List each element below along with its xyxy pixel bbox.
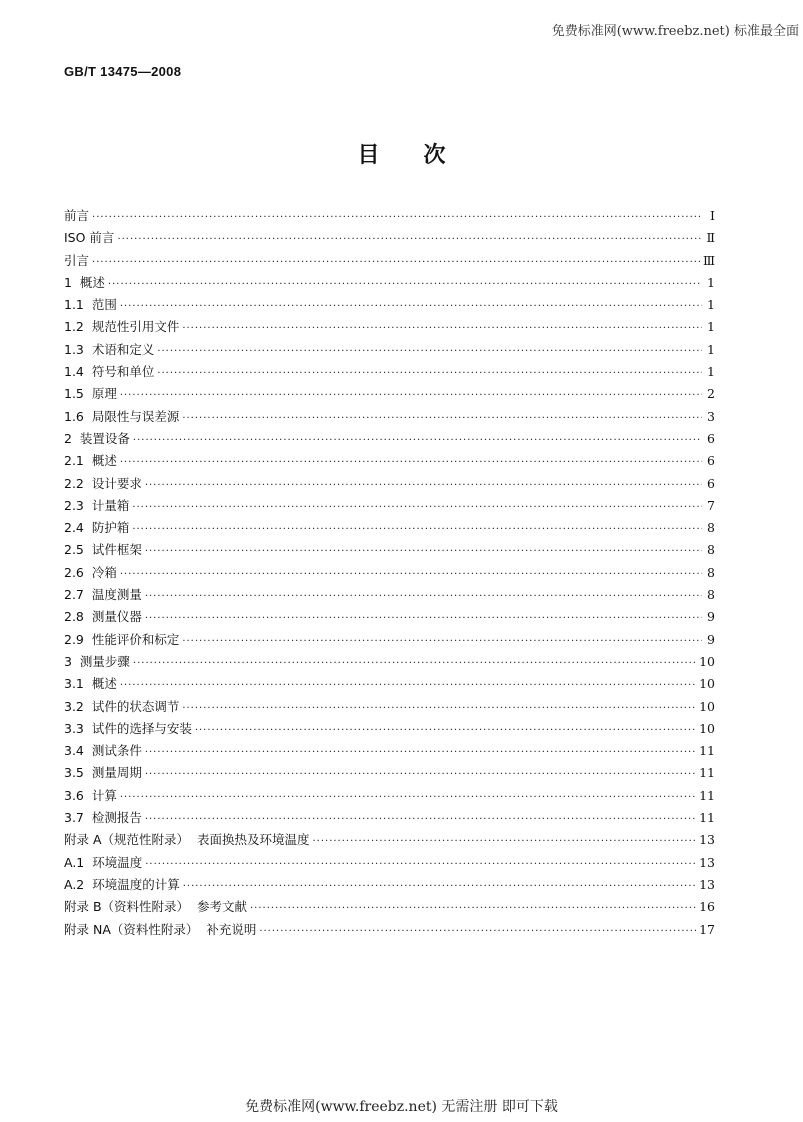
toc-entry[interactable] [64, 406, 715, 428]
toc-entry[interactable] [64, 517, 715, 539]
toc-entry-page: 13 [699, 876, 715, 892]
toc-entry-page: 6 [707, 475, 715, 491]
toc-entry-page: Ⅲ [702, 252, 715, 268]
standard-code: GB/T 13475—2008 [64, 64, 182, 79]
toc-entry[interactable] [64, 852, 715, 874]
toc-entry-label: 1.4 符号和单位 [64, 364, 155, 380]
toc-entry-label: 2.5 试件框架 [64, 542, 142, 558]
toc-leader-dots [145, 475, 702, 497]
toc-entry-label: 1.3 术语和定义 [64, 341, 155, 357]
toc-entry-label: 3.6 计算 [64, 787, 117, 803]
toc-leader-dots [157, 363, 702, 385]
toc-entry[interactable] [64, 673, 715, 695]
toc-entry-page: Ⅱ [706, 230, 715, 246]
toc-leader-dots [312, 831, 696, 853]
toc-entry-page: Ⅰ [710, 208, 715, 223]
toc-entry-page: 13 [699, 854, 715, 870]
toc-entry-page: 9 [707, 609, 715, 625]
toc-entry-label: 3.1 概述 [64, 676, 117, 692]
toc-entry-label: 1.5 原理 [64, 386, 117, 402]
toc-entry-page: 11 [699, 810, 715, 826]
toc-entry[interactable] [64, 762, 715, 784]
toc-entry-label: 3.4 测试条件 [64, 743, 142, 759]
toc-entry[interactable] [64, 495, 715, 517]
toc-entry[interactable] [64, 651, 715, 673]
toc-entry-label: A.1 环境温度 [64, 854, 143, 870]
toc-entry[interactable] [64, 696, 715, 718]
toc-leader-dots [133, 430, 702, 452]
toc-leader-dots [145, 742, 696, 764]
toc-entry[interactable] [64, 450, 715, 472]
toc-entry-page: 8 [707, 520, 715, 536]
toc-entry[interactable] [64, 562, 715, 584]
toc-entry[interactable] [64, 339, 715, 361]
toc-entry-label: 3 测量步骤 [64, 653, 130, 669]
toc-entry-page: 8 [707, 542, 715, 558]
toc-entry[interactable] [64, 829, 715, 851]
toc-entry-label: 2.3 计量箱 [64, 497, 130, 513]
toc-leader-dots [145, 541, 702, 563]
toc-leader-dots [108, 274, 702, 296]
toc-entry-page: 11 [699, 787, 715, 803]
toc-entry-label: 附录 B（资料性附录） 参考文献 [64, 899, 247, 915]
toc-entry-page: 9 [707, 631, 715, 647]
toc-entry-page: 1 [707, 274, 715, 290]
toc-leader-dots [132, 519, 702, 541]
toc-entry-label: 3.5 测量周期 [64, 765, 142, 781]
header-watermark: 免费标准网(www.freebz.net) 标准最全面 [551, 24, 799, 39]
toc-leader-dots [120, 296, 702, 318]
toc-entry[interactable] [64, 874, 715, 896]
toc-leader-dots [259, 921, 696, 943]
toc-leader-dots [92, 252, 700, 274]
toc-entry-label: ISO 前言 [64, 230, 115, 246]
toc-entry[interactable] [64, 740, 715, 762]
toc-entry-page: 10 [699, 653, 715, 669]
page-title: 目次 [357, 143, 490, 168]
toc-leader-dots [145, 854, 696, 876]
toc-entry-page: 8 [707, 587, 715, 603]
toc-entry-page: 11 [699, 765, 715, 781]
toc-entry-page: 13 [699, 832, 715, 848]
toc-entry-label: 1.1 范围 [64, 297, 117, 313]
toc-entry-page: 17 [699, 921, 715, 937]
toc-entry-page: 10 [699, 676, 715, 692]
toc-entry-page: 1 [707, 341, 715, 357]
toc-entry-label: A.2 环境温度的计算 [64, 876, 180, 892]
toc-entry-label: 3.2 试件的状态调节 [64, 698, 180, 714]
toc-entry-label: 1.2 规范性引用文件 [64, 319, 180, 335]
toc-entry[interactable] [64, 785, 715, 807]
toc-entry-label: 引言 [64, 252, 90, 268]
toc-entry[interactable] [64, 473, 715, 495]
toc-entry[interactable] [64, 807, 715, 829]
toc-leader-dots [120, 564, 702, 586]
toc-entry[interactable] [64, 205, 715, 227]
toc-entry-label: 前言 [64, 208, 90, 223]
toc-entry[interactable] [64, 919, 715, 941]
toc-leader-dots [120, 787, 696, 809]
toc-entry-page: 7 [707, 497, 715, 513]
table-of-contents [64, 205, 715, 941]
toc-entry-label: 3.7 检测报告 [64, 810, 142, 826]
toc-leader-dots [132, 497, 702, 519]
toc-entry[interactable] [64, 539, 715, 561]
toc-leader-dots [92, 207, 702, 229]
toc-entry-label: 2.6 冷箱 [64, 564, 117, 580]
toc-leader-dots [120, 452, 702, 474]
toc-leader-dots [250, 898, 696, 920]
toc-entry[interactable] [64, 629, 715, 651]
toc-entry-page: 1 [707, 319, 715, 335]
toc-leader-dots [145, 608, 702, 630]
toc-entry-page: 10 [699, 720, 715, 736]
toc-entry[interactable] [64, 227, 715, 249]
toc-entry-page: 3 [707, 408, 715, 424]
toc-entry[interactable] [64, 316, 715, 338]
toc-entry-label: 附录 A（规范性附录） 表面换热及环境温度 [64, 832, 310, 848]
toc-leader-dots [182, 698, 696, 720]
toc-entry-page: 10 [699, 698, 715, 714]
toc-entry-page: 16 [699, 899, 715, 915]
toc-entry-label: 1.6 局限性与误差源 [64, 408, 180, 424]
toc-entry-page: 6 [707, 430, 715, 446]
toc-entry-label: 附录 NA（资料性附录） 补充说明 [64, 921, 257, 937]
toc-entry-label: 2.8 测量仪器 [64, 609, 142, 625]
toc-entry[interactable] [64, 428, 715, 450]
toc-leader-dots [182, 631, 702, 653]
toc-entry-label: 1 概述 [64, 274, 105, 290]
toc-entry[interactable] [64, 383, 715, 405]
toc-entry-label: 2.1 概述 [64, 453, 117, 469]
toc-leader-dots [182, 318, 702, 340]
toc-entry-page: 11 [699, 743, 715, 759]
toc-entry[interactable] [64, 272, 715, 294]
toc-entry-label: 2.7 温度测量 [64, 587, 142, 603]
toc-entry[interactable] [64, 896, 715, 918]
toc-entry-page: 2 [707, 386, 715, 402]
toc-leader-dots [145, 809, 696, 831]
toc-leader-dots [133, 653, 696, 675]
toc-entry-page: 8 [707, 564, 715, 580]
toc-leader-dots [157, 341, 702, 363]
toc-entry-page: 1 [707, 297, 715, 313]
toc-leader-dots [145, 586, 702, 608]
toc-entry-page: 6 [707, 453, 715, 469]
toc-entry-label: 2.2 设计要求 [64, 475, 142, 491]
toc-entry[interactable] [64, 294, 715, 316]
toc-entry-label: 3.3 试件的选择与安装 [64, 720, 192, 736]
toc-entry-label: 2 装置设备 [64, 430, 130, 446]
footer-watermark: 免费标准网(www.freebz.net) 无需注册 即可下载 [245, 1099, 558, 1115]
toc-entry[interactable] [64, 584, 715, 606]
toc-entry-label: 2.4 防护箱 [64, 520, 130, 536]
toc-leader-dots [145, 764, 696, 786]
toc-leader-dots [183, 876, 696, 898]
toc-entry[interactable] [64, 361, 715, 383]
toc-entry[interactable] [64, 718, 715, 740]
toc-leader-dots [195, 720, 696, 742]
toc-entry[interactable] [64, 250, 715, 272]
toc-leader-dots [182, 408, 702, 430]
toc-leader-dots [120, 675, 696, 697]
toc-entry[interactable] [64, 606, 715, 628]
toc-entry-page: 1 [707, 364, 715, 380]
toc-leader-dots [120, 385, 702, 407]
toc-leader-dots [117, 229, 702, 251]
toc-entry-label: 2.9 性能评价和标定 [64, 631, 180, 647]
